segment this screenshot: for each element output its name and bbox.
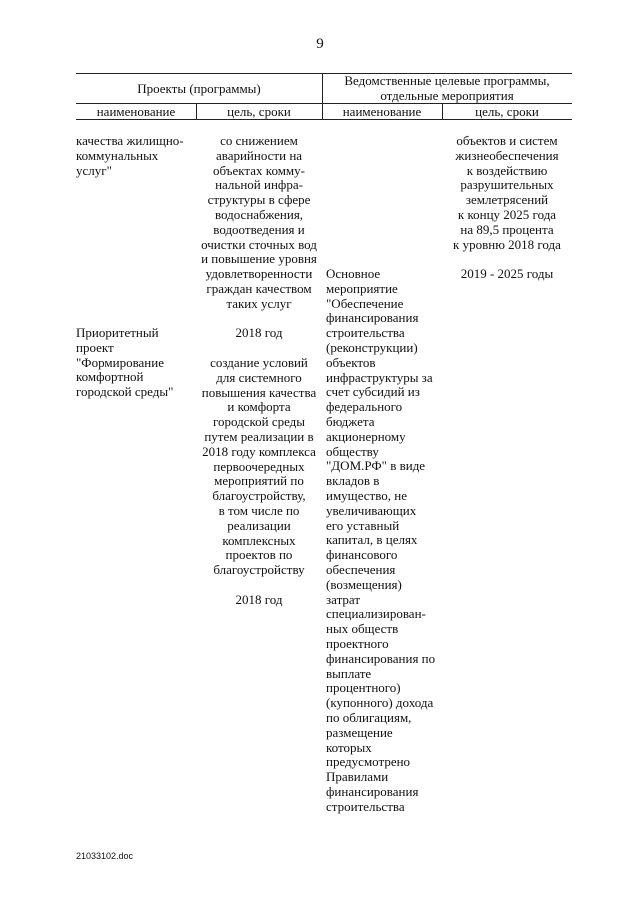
header-bottom-rule [76, 119, 572, 120]
col2-text-a: со снижением аварийности на объектах комму- нальной инфра- структуры в сфере водоснабжения, водоотведения и очистки сточных вод и повышение уровня удовлетворенности граждан качеством таких услуг [201, 133, 317, 311]
footer-filename: 21033102.doc [76, 851, 134, 861]
col2-text-d: 2018 год [235, 592, 283, 607]
header-col2-goal: цель, сроки [227, 104, 291, 119]
col3-text-a: Основное мероприятие "Обеспечение финансирования строительства (реконструкции) объектов инфраструктуры за счет субсидий из федерального бюджета акционерному обществу "ДОМ.РФ" в виде вкладов в имущество, не увеличивающих его уставный капитал, в целях финансового обеспечения (возмещения) затрат специализирован- ных обществ проектного финансирования по выплате процентного) (купонного) дохода по облигациям, размещение которых предусмотрено Правилами финансирования строительства [326, 266, 436, 814]
col1-text-a: качества жилищно- коммунальных услуг" [76, 133, 184, 178]
header-col1-name: наименование [96, 104, 176, 119]
header-projects: Проекты (программы) [137, 81, 261, 96]
col1-text-b: Приоритетный проект "Формирование комфортной городской среды" [76, 325, 174, 400]
header-col3-name: наименование [342, 104, 422, 119]
col2-text-c: создание условий для системного повышения качества и комфорта городской среды путем реализации в 2018 году комплекса первоочередных мероприятий по благоустройству, в том числе по реализации комплексных проектов по благоустройству [201, 355, 317, 578]
page-number: 9 [316, 36, 324, 52]
header-departmental-programs: Ведомственные целевые программы, отдельные мероприятия [344, 73, 550, 103]
col4-text-b: 2019 - 2025 годы [460, 266, 554, 281]
col2-text-b: 2018 год [235, 325, 283, 340]
header-col4-goal: цель, сроки [475, 104, 539, 119]
col4-text-a: объектов и систем жизнеобеспечения к воздействию разрушительных землетрясений к концу 2025 года на 89,5 процента к уровню 2018 года [453, 133, 561, 252]
